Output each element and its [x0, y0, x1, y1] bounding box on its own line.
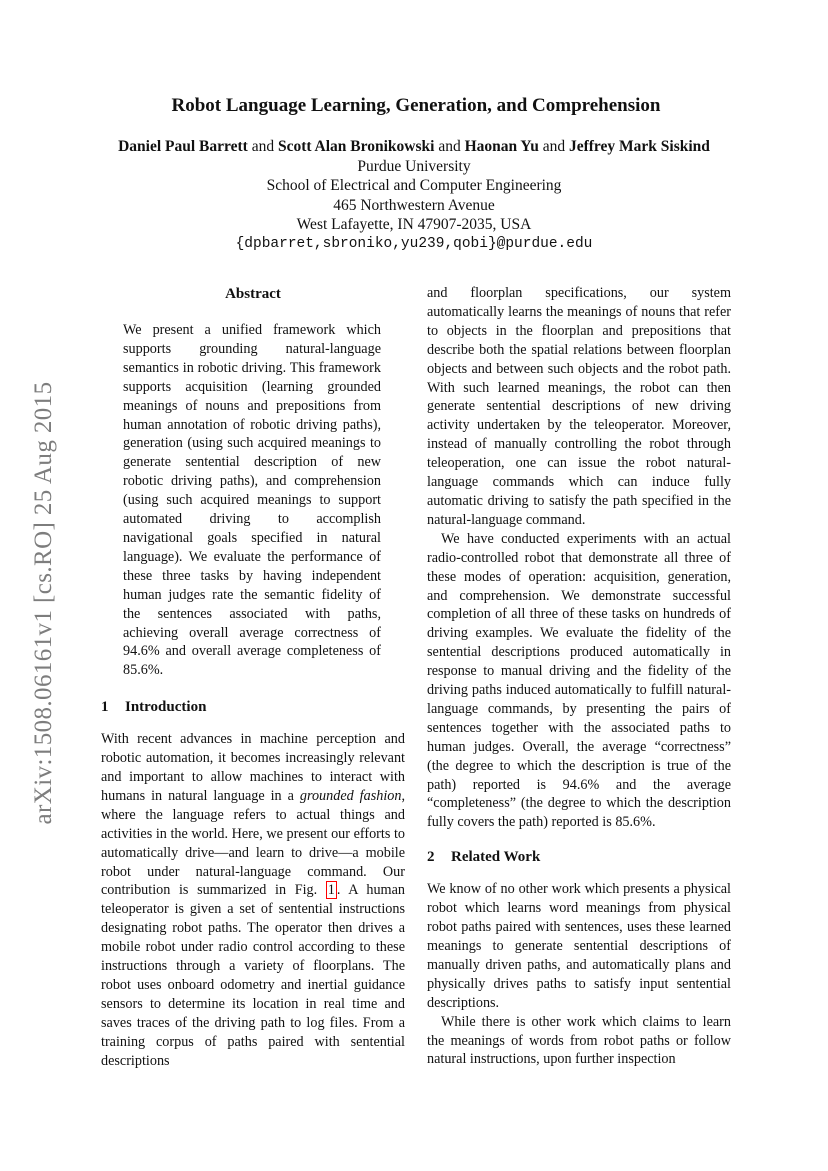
paper-title: Robot Language Learning, Generation, and Comprehension	[171, 95, 661, 116]
author-names-line	[60, 137, 768, 157]
intro-emphasis: grounded fashion	[299, 787, 402, 804]
section-title: Introduction	[125, 699, 207, 716]
left-column	[101, 284, 405, 1071]
author-separator: and	[542, 138, 566, 155]
affiliation-city: West Lafayette, IN 47907-2035, USA	[296, 216, 532, 233]
section-heading-introduction	[101, 697, 405, 717]
right-column	[427, 284, 731, 1069]
section-title: Related Work	[451, 849, 541, 866]
affiliation-street: 465 Northwestern Avenue	[333, 196, 495, 214]
section-number: 2	[427, 849, 435, 866]
abstract-heading: Abstract	[225, 286, 281, 302]
section-number: 1	[101, 699, 109, 716]
arxiv-identifier: arXiv:1508.06161v1 [cs.RO] 25 Aug 2015	[30, 381, 57, 825]
author-name: Haonan Yu	[464, 138, 539, 155]
intro-text-segment: , where the language refers to actual things and activities in the world. Here, we present our efforts to automatically drive—and learn to drive—a mobile robot under natural-language command. Our contribution is summarized in Fig.	[101, 787, 405, 899]
intro-text-segment: . A human teleoperator is given a set of sentential instructions designating robot paths. The operator then drives a mobile robot under radio control according to these instructions through a variety of floorplans. The robot uses onboard odometry and inertial guidance sensors to determine its location in real time and saves traces of the driving path to log files. From a training corpus of paths paired with sentential descriptions	[101, 882, 405, 1069]
author-separator: and	[438, 138, 461, 155]
affiliation-school: School of Electrical and Computer Engineering	[266, 177, 562, 194]
author-name: Daniel Paul Barrett	[118, 138, 248, 155]
related-paragraph-1: We know of no other work which presents a physical robot which learns word meanings from physical robot paths paired with sentences, uses these learned meanings to generate sentential descriptions of manually driven paths, and automatically plans and physically drives paths to satisfy input sentential descriptions.	[427, 881, 731, 1011]
author-name: Jeffrey Mark Siskind	[568, 138, 710, 155]
abstract-text: We present a unified framework which supports grounding natural-language semantics in robotic driving. This framework supports acquisition (learning grounded meanings of nouns and prepositions from human annotation of robotic driving paths), generation (using such acquired meanings to generate sentential description of new robotic driving paths), and comprehension (using such acquired meanings to support automated driving to accomplish navigational goals specified in natural language). We evaluate the performance of these three tasks by having independent human judges rate the semantic fidelity of the sentences associated with paths, achieving overall average correctness of 94.6% and overall average completeness of 85.6%.	[123, 322, 381, 679]
figure-reference-link[interactable]: 1	[327, 882, 335, 899]
related-paragraph-2: While there is other work which claims to learn the meanings of words from robot paths or follow natural instructions, upon further inspection	[427, 1013, 731, 1068]
intro-paragraph-2: We have conducted experiments with an actual radio-controlled robot that demonstrate all three of these modes of operation: acquisition, generation, and comprehension. We demonstrate successful completion of all three of these tasks on hundreds of driving examples. We evaluate the fidelity of the sentential descriptions produced automatically in response to manual driving and the fidelity of the driving paths induced automatically to fulfill natural-language commands, by presenting the pairs of sentences together with the associated paths to human judges. Overall, the average “correctness” (the degree to which the description is true of the path) reported is 94.6% and the average “completeness” (the degree to which the description fully covers the path) reported is 85.6%.	[427, 530, 731, 831]
author-separator: and	[251, 138, 275, 155]
intro-text-segment: With recent advances in machine perception and robotic automation, it becomes increasingly relevant and important to allow machines to interact with humans in natural language in a	[101, 731, 405, 804]
author-emails: {dpbarret,sbroniko,yu239,qobi}@purdue.edu	[235, 235, 593, 252]
affiliation-university: Purdue University	[357, 157, 471, 175]
intro-paragraph-1	[101, 730, 405, 1070]
section-heading-related-work	[427, 847, 731, 867]
intro-paragraph-1-continued: and floorplan specifications, our system automatically learns the meanings of nouns that refer to objects in the floorplan and prepositions that describe both the spatial relations between floorplan objects and between such objects and the robot path. With such learned meanings, the robot can then generate sentential descriptions of new driving activity undertaken by the teleoperator. Moreover, instead of manually controlling the robot through teleoperation, one can issue the robot natural-language commands which can induce fully automatic driving to satisfy the path specified in the natural-language command.	[427, 285, 731, 528]
author-block	[60, 137, 768, 254]
author-name: Scott Alan Bronikowski	[277, 138, 435, 155]
